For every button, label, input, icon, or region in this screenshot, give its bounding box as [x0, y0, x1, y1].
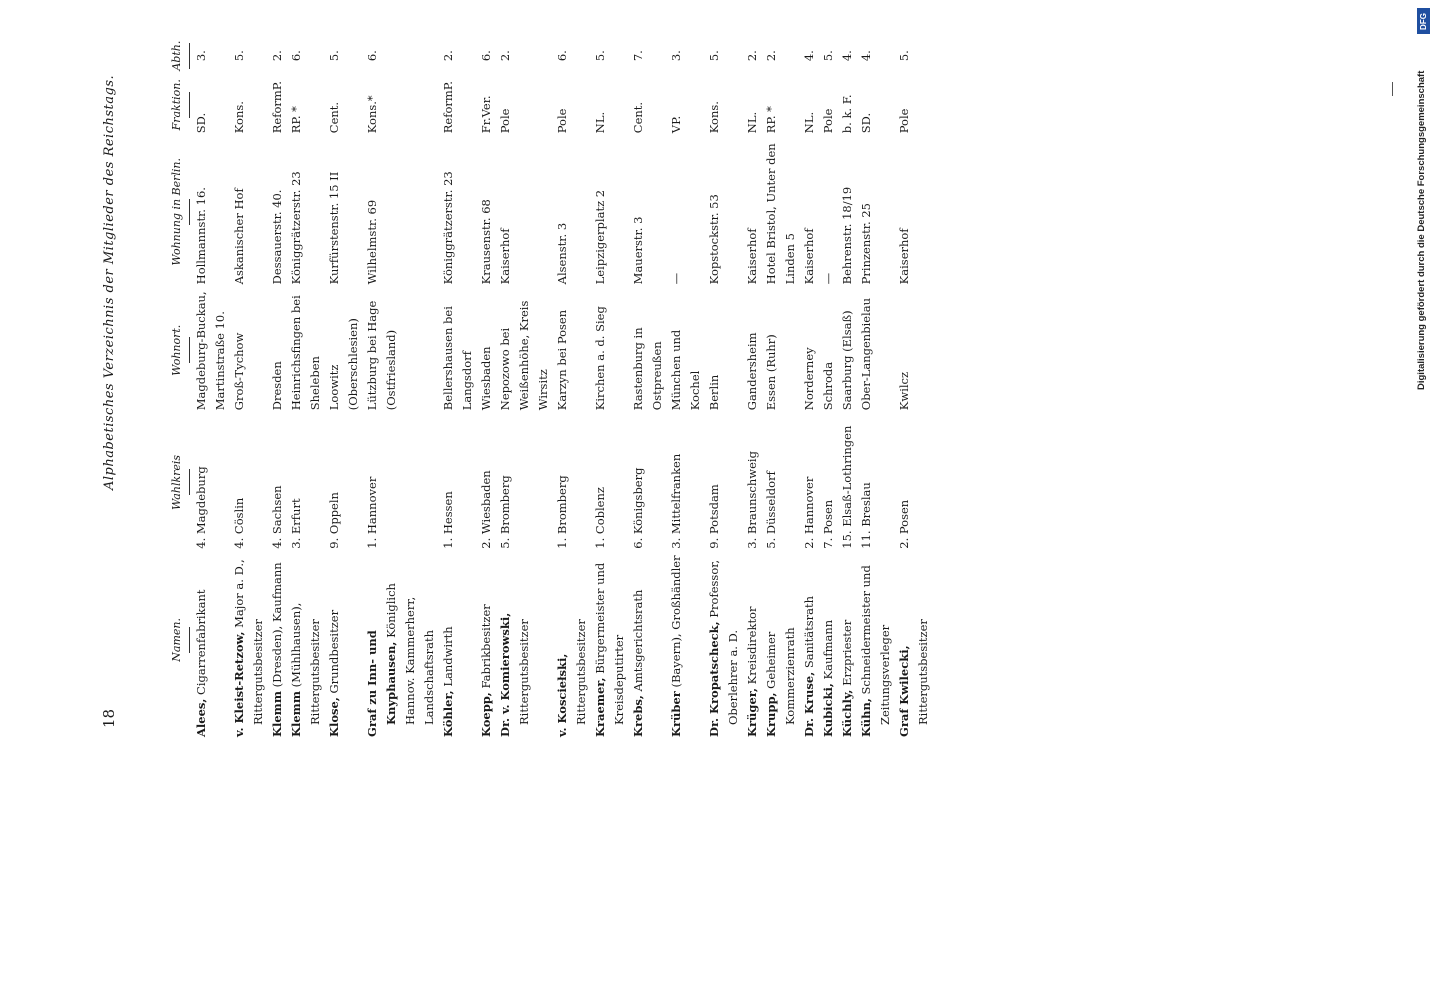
table-row — [325, 38, 363, 728]
berlin-address-cell: Wilhelmstr. 69 — [365, 199, 379, 285]
fraktion-cell: Pole — [555, 108, 569, 134]
wohnort-cell: München und Kochel — [669, 329, 702, 411]
column-header-abteilung: Abth. — [134, 38, 192, 73]
member-occupation: Erzpriester — [840, 619, 854, 686]
wahlkreis-cell: 11. Breslau — [859, 482, 873, 549]
wahlkreis-cell: 5. Bromberg — [498, 475, 512, 549]
table-row — [192, 38, 230, 728]
wahlkreis-cell: 2. Wiesbaden — [479, 470, 493, 549]
member-occupation: (Mühlhausen), Rittergutsbesitzer — [289, 602, 322, 725]
member-occupation: Landwirth — [441, 626, 455, 687]
member-name-cell — [762, 552, 800, 737]
member-name-cell — [477, 552, 496, 737]
berlin-address-cell: Prinzenstr. 25 — [859, 203, 873, 285]
fraktion-cell: SD. — [859, 112, 873, 134]
abteilung-cell: 4. — [859, 50, 873, 62]
berlin-address-cell: Kopstockstr. 53 — [707, 194, 721, 285]
wohnort-cell: Heinrichsfingen bei Sheleben — [289, 295, 322, 411]
abteilung-cell: 4. — [802, 50, 816, 62]
berlin-address-cell: Askanischer Hof — [232, 188, 246, 285]
table-row — [819, 38, 838, 728]
member-surname: Koepp, — [479, 692, 493, 737]
table-row — [439, 38, 477, 728]
table-row — [762, 38, 800, 728]
wahlkreis-cell: 6. Königsberg — [631, 467, 645, 549]
fraktion-cell: RP. * — [289, 106, 303, 134]
wohnort-cell: Loowitz (Oberschlesien) — [327, 318, 360, 411]
fraktion-cell: Pole — [897, 108, 911, 134]
wahlkreis-cell: 4. Magdeburg — [194, 466, 208, 549]
member-occupation: Geheimer Kommerzienrath — [764, 627, 797, 725]
wahlkreis-cell: 15. Elsaß-Lothringen — [840, 425, 854, 549]
berlin-address-cell: Hotel Bristol, Unter den Linden 5 — [764, 143, 797, 285]
table-row — [496, 38, 553, 728]
member-name-cell — [287, 552, 325, 737]
wahlkreis-cell: 3. Mittelfranken — [669, 453, 683, 549]
abteilung-cell: 2. — [441, 50, 455, 62]
abteilung-cell: 5. — [232, 50, 246, 62]
wahlkreis-cell: 1. Hannover — [365, 476, 379, 549]
fraktion-cell: b. k. F. — [840, 94, 854, 134]
wohnort-cell: Kwilcz — [897, 371, 911, 411]
member-name-cell — [363, 552, 439, 737]
wahlkreis-cell: 2. Hannover — [802, 476, 816, 549]
abteilung-cell: 5. — [897, 50, 911, 62]
member-surname: Kühn, — [859, 698, 873, 737]
member-surname: Klemm — [270, 690, 284, 737]
member-surname: Küchly, — [840, 689, 854, 737]
member-occupation: Rittergutsbesitzer — [574, 619, 588, 725]
berlin-address-cell: Behrenstr. 18/19 — [840, 186, 854, 285]
wohnort-cell: Ober-Langenbielau — [859, 297, 873, 411]
fraktion-cell: NL. — [745, 111, 759, 134]
document-page — [90, 0, 930, 960]
table-row — [477, 38, 496, 728]
wahlkreis-cell: 3. Erfurt — [289, 498, 303, 549]
wohnort-cell: Essen (Ruhr) — [764, 334, 778, 411]
abteilung-cell: 2. — [764, 50, 778, 62]
table-row — [268, 38, 287, 728]
member-name-cell — [439, 552, 477, 737]
member-occupation: Fabrikbesitzer — [479, 604, 493, 689]
fraktion-cell: NL. — [593, 111, 607, 134]
table-row — [591, 38, 629, 728]
member-name-cell — [819, 552, 838, 737]
abteilung-cell: 3. — [669, 50, 683, 62]
wohnort-cell: Norderney — [802, 347, 816, 411]
table-row — [230, 38, 268, 728]
member-name-cell — [325, 552, 363, 737]
wahlkreis-cell: 1. Hessen — [441, 491, 455, 549]
table-row — [895, 38, 933, 728]
member-surname: Graf Kwilecki, — [897, 645, 911, 737]
member-surname: Kraemer, — [593, 677, 607, 737]
berlin-address-cell: Kaiserhof — [745, 228, 759, 285]
member-surname: Kubicki, — [821, 683, 835, 737]
column-header-wohnort: Wohnort. — [134, 287, 192, 413]
member-name-cell — [629, 552, 667, 737]
table-row — [857, 38, 895, 728]
abteilung-cell: 2. — [498, 50, 512, 62]
abteilung-cell: 5. — [707, 50, 721, 62]
table-row — [705, 38, 743, 728]
fraktion-cell: ReformP. — [441, 81, 455, 134]
member-surname: Köhler, — [441, 690, 455, 737]
member-occupation: Bürgermeister und Kreisdeputirter — [593, 562, 626, 725]
wohnort-cell: Wiesbaden — [479, 346, 493, 411]
member-occupation: Rittergutsbesitzer — [916, 619, 930, 725]
fraktion-cell: Kons. — [707, 101, 721, 134]
wohnort-cell: Magdeburg-Buckau, Martinstraße 10. — [194, 291, 227, 411]
wohnort-cell: Groß-Tychow — [232, 332, 246, 411]
fraktion-cell: RP. * — [764, 106, 778, 134]
berlin-address-cell: Königgrätzerstr. 23 — [441, 171, 455, 285]
member-name-cell — [192, 552, 230, 737]
member-surname: Graf zu Inn- und Knyphausen, — [365, 630, 398, 737]
member-occupation: Major a. D., Rittergutsbesitzer — [232, 559, 265, 725]
column-header-fraktion: Fraktion. — [134, 73, 192, 136]
wahlkreis-cell: 9. Oppeln — [327, 492, 341, 549]
table-row — [287, 38, 325, 728]
abteilung-cell: 3. — [194, 50, 208, 62]
wahlkreis-cell: 4. Cöslin — [232, 497, 246, 549]
member-occupation: Kaufmann — [821, 619, 835, 680]
column-header-wahlkreis: Wahlkreis — [134, 413, 192, 552]
table-row — [629, 38, 667, 728]
table-row — [667, 38, 705, 728]
abteilung-cell: 4. — [840, 50, 854, 62]
member-surname: Dr. Kruse, — [802, 671, 816, 737]
member-name-cell — [496, 552, 553, 737]
crop-mark — [1392, 82, 1393, 96]
wohnort-cell: Gandersheim — [745, 332, 759, 411]
wohnort-cell: Saarburg (Elsaß) — [840, 310, 854, 411]
wahlkreis-cell: 1. Bromberg — [555, 475, 569, 549]
berlin-address-cell: Leipzigerplatz 2 — [593, 189, 607, 285]
wahlkreis-cell: 5. Düsseldorf — [764, 471, 778, 549]
wahlkreis-cell: 4. Sachsen — [270, 485, 284, 549]
member-occupation: (Dresden), Kaufmann — [270, 562, 284, 688]
column-header-berlin: Wohnung in Berlin. — [134, 136, 192, 287]
abteilung-cell: 7. — [631, 50, 645, 62]
table-row — [553, 38, 591, 728]
member-name-cell — [553, 552, 591, 737]
wohnort-cell: Bellershausen bei Langsdorf — [441, 306, 474, 411]
member-name-cell — [705, 552, 743, 737]
member-surname: Klemm — [289, 690, 303, 737]
member-occupation: Amtsgerichtsrath — [631, 589, 645, 692]
abteilung-cell: 5. — [593, 50, 607, 62]
berlin-address-cell: — — [821, 272, 835, 285]
member-surname: Krebs, — [631, 695, 645, 737]
member-occupation: Kreisdirektor — [745, 606, 759, 685]
fraktion-cell: Cent. — [327, 101, 341, 134]
wohnort-cell: Lützburg bei Hage (Ostfriesland) — [365, 300, 398, 411]
member-name-cell — [591, 552, 629, 737]
column-header-name: Namen. — [134, 552, 192, 728]
abteilung-cell: 6. — [289, 50, 303, 62]
table-row — [800, 38, 819, 728]
member-occupation: Professor, Oberlehrer a. D. — [707, 559, 740, 725]
table-header-row — [134, 38, 192, 728]
member-name-cell — [857, 552, 895, 737]
table-row — [838, 38, 857, 728]
berlin-address-cell: Kaiserhof — [897, 228, 911, 285]
member-name-cell — [667, 552, 705, 737]
member-directory-table — [134, 38, 933, 737]
berlin-address-cell: Krausenstr. 68 — [479, 199, 493, 285]
abteilung-cell: 6. — [479, 50, 493, 62]
member-surname: Klose, — [327, 697, 341, 737]
member-name-cell — [895, 552, 933, 737]
member-name-cell — [743, 552, 762, 737]
fraktion-cell: Kons.* — [365, 95, 379, 134]
member-occupation: Grundbesitzer — [327, 609, 341, 694]
member-name-cell — [230, 552, 268, 737]
fraktion-cell: ReformP. — [270, 81, 284, 134]
abteilung-cell: 2. — [745, 50, 759, 62]
berlin-address-cell: Kaiserhof — [498, 228, 512, 285]
berlin-address-cell: Alsenstr. 3 — [555, 222, 569, 285]
fraktion-cell: NL. — [802, 111, 816, 134]
berlin-address-cell: Kaiserhof — [802, 228, 816, 285]
berlin-address-cell: Dessauerstr. 40. — [270, 189, 284, 285]
fraktion-cell: VP. — [669, 115, 683, 134]
member-surname: Alees, — [194, 698, 208, 737]
wahlkreis-cell: 7. Posen — [821, 499, 835, 549]
member-surname: Krüger, — [745, 688, 759, 737]
wahlkreis-cell: 2. Posen — [897, 499, 911, 549]
berlin-address-cell: Königgrätzerstr. 23 — [289, 171, 303, 285]
wahlkreis-cell: 9. Potsdam — [707, 484, 721, 549]
running-title: Alphabetisches Verzeichnis der Mitglieder des Reichstags. — [102, 74, 117, 490]
member-occupation: Sanitätsrath — [802, 595, 816, 669]
wohnort-cell: Berlin — [707, 374, 721, 411]
berlin-address-cell: — — [669, 272, 683, 285]
member-surname: Krüber — [669, 691, 683, 737]
fraktion-cell: Pole — [498, 108, 512, 134]
wahlkreis-cell: 3. Braunschweig — [745, 451, 759, 549]
member-surname: v. Kosciełski, — [555, 653, 569, 737]
member-surname: v. Kleist-Retzow, — [232, 631, 246, 737]
member-occupation: Schneidermeister und Zeitungsverleger — [859, 565, 892, 725]
fraktion-cell: Cent. — [631, 101, 645, 134]
member-occupation: (Bayern), Großhändler — [669, 555, 683, 688]
wahlkreis-cell: 1. Coblenz — [593, 487, 607, 549]
berlin-address-cell: Hollmannstr. 16. — [194, 187, 208, 285]
member-surname: Krupp, — [764, 692, 778, 737]
member-occupation: Königlich Hannov. Kammerherr, Landschaftsrath — [384, 583, 436, 725]
dfg-logo: DFG — [1417, 8, 1430, 34]
berlin-address-cell: Kurfürstenstr. 15 II — [327, 171, 341, 285]
abteilung-cell: 2. — [270, 50, 284, 62]
fraktion-cell: Pole — [821, 108, 835, 134]
wohnort-cell: Nepozowo bei Weißenhöhe, Kreis Wirsitz — [498, 300, 550, 411]
abteilung-cell: 6. — [365, 50, 379, 62]
member-occupation: Rittergutsbesitzer — [517, 619, 531, 725]
abteilung-cell: 5. — [327, 50, 341, 62]
member-occupation: Cigarrenfabrikant — [194, 589, 208, 695]
wohnort-cell: Kirchen a. d. Sieg — [593, 306, 607, 411]
abteilung-cell: 6. — [555, 50, 569, 62]
fraktion-cell: Fr.Ver. — [479, 95, 493, 134]
fraktion-cell: Kons. — [232, 101, 246, 134]
member-name-cell — [800, 552, 819, 737]
member-name-cell — [838, 552, 857, 737]
berlin-address-cell: Mauerstr. 3 — [631, 216, 645, 285]
member-surname: Dr. v. Komierowski, — [498, 612, 512, 737]
fraktion-cell: SD. — [194, 112, 208, 134]
wohnort-cell: Schroda — [821, 361, 835, 411]
table-row — [363, 38, 439, 728]
wohnort-cell: Rastenburg in Ostpreußen — [631, 327, 664, 411]
rotated-scan-page — [90, 0, 930, 960]
abteilung-cell: 5. — [821, 50, 835, 62]
table-row — [743, 38, 762, 728]
member-surname: Dr. Kropatscheck, — [707, 621, 721, 737]
member-name-cell — [268, 552, 287, 737]
wohnort-cell: Dresden — [270, 361, 284, 411]
page-number: 18 — [100, 708, 118, 728]
wohnort-cell: Karzyn bei Posen — [555, 309, 569, 411]
